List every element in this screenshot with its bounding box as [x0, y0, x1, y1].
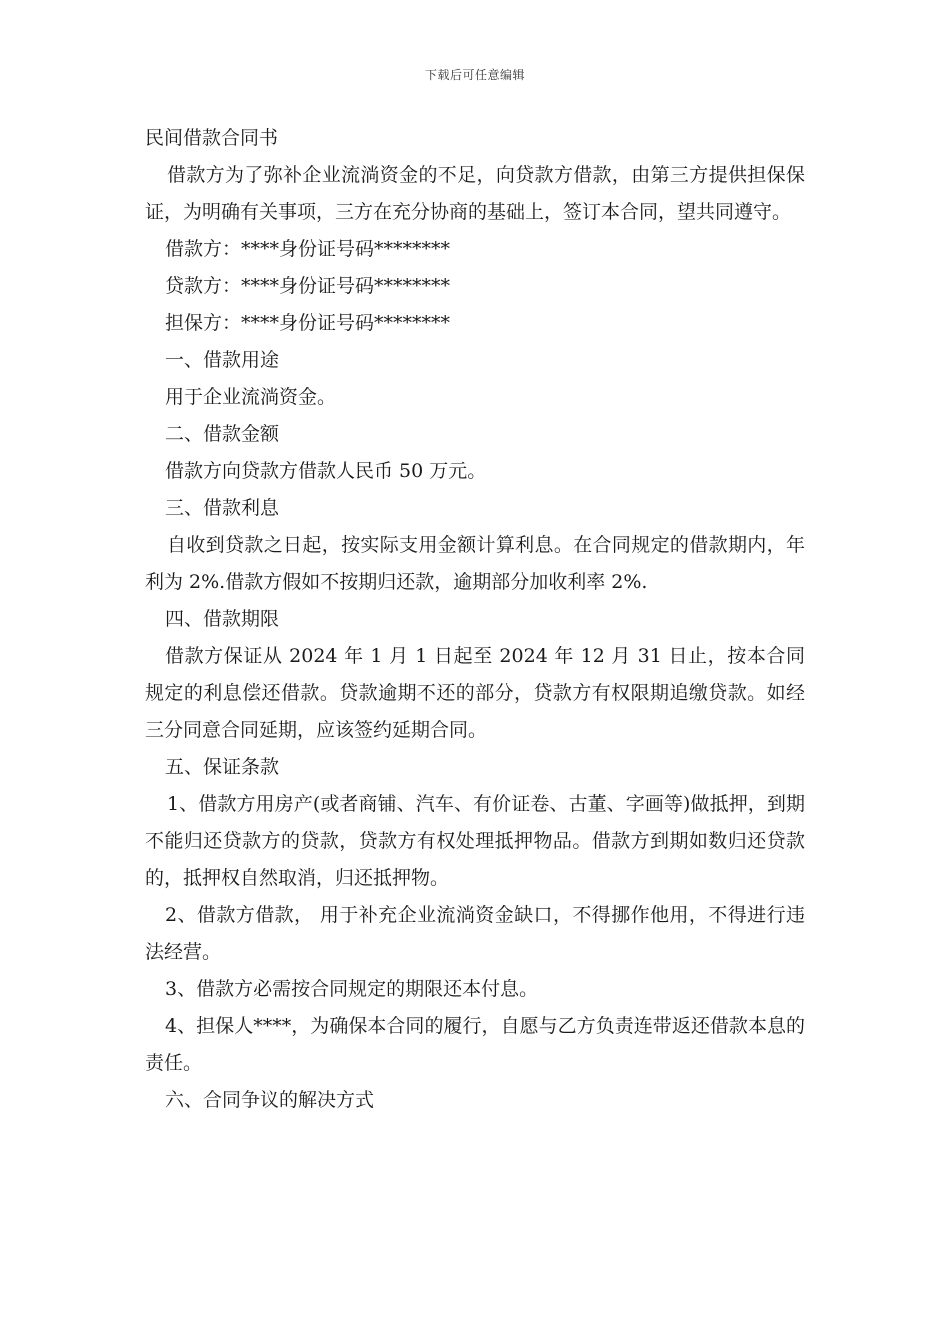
- section-4-body: 借款方保证从 2024 年 1 月 1 日起至 2024 年 12 月 31 日止，按本合同规定的利息偿还借款。贷款逾期不还的部分，贷款方有权限期追缴贷款。如经三分同意合同延期，应该签约延期合同。: [145, 645, 805, 741]
- section-5-heading: 五、保证条款: [165, 756, 280, 778]
- party-borrower: 借款方：****身份证号码********: [165, 238, 451, 260]
- section-1-body: 用于企业流淌资金。: [165, 386, 337, 408]
- section-6-heading: 六、合同争议的解决方式: [165, 1089, 375, 1111]
- party-guarantor: 担保方：****身份证号码********: [165, 312, 451, 334]
- section-2-heading: 二、借款金额: [165, 423, 280, 445]
- section-5-item-1: 1、借款方用房产(或者商铺、汽车、有价证卷、古董、字画等)做抵押，到期不能归还贷款方的贷款，贷款方有权处理抵押物品。借款方到期如数归还贷款的，抵押权自然取消，归还抵押物。: [145, 793, 805, 889]
- section-5-item-4: 4、担保人****，为确保本合同的履行，自愿与乙方负责连带返还借款本息的责任。: [145, 1015, 805, 1074]
- intro-paragraph: 借款方为了弥补企业流淌资金的不足，向贷款方借款，由第三方提供担保保证，为明确有关事项，三方在充分协商的基础上，签订本合同，望共同遵守。: [145, 164, 805, 223]
- document-body: [145, 120, 805, 1119]
- party-lender: 贷款方：****身份证号码********: [165, 275, 451, 297]
- header-note: 下载后可任意编辑: [424, 68, 525, 82]
- section-2-body: 借款方向贷款方借款人民币 50 万元。: [165, 460, 487, 482]
- section-3-heading: 三、借款利息: [165, 497, 280, 519]
- section-3-body: 自收到贷款之日起，按实际支用金额计算利息。在合同规定的借款期内，年利为 2%.借款方假如不按期归还款，逾期部分加收利率 2%.: [145, 534, 805, 593]
- section-1-heading: 一、借款用途: [165, 349, 280, 371]
- section-5-item-3: 3、借款方必需按合同规定的期限还本付息。: [165, 978, 539, 1000]
- section-5-item-2: 2、借款方借款， 用于补充企业流淌资金缺口，不得挪作他用，不得进行违法经营。: [145, 904, 805, 963]
- section-4-heading: 四、借款期限: [165, 608, 280, 630]
- document-title: 民间借款合同书: [145, 127, 279, 149]
